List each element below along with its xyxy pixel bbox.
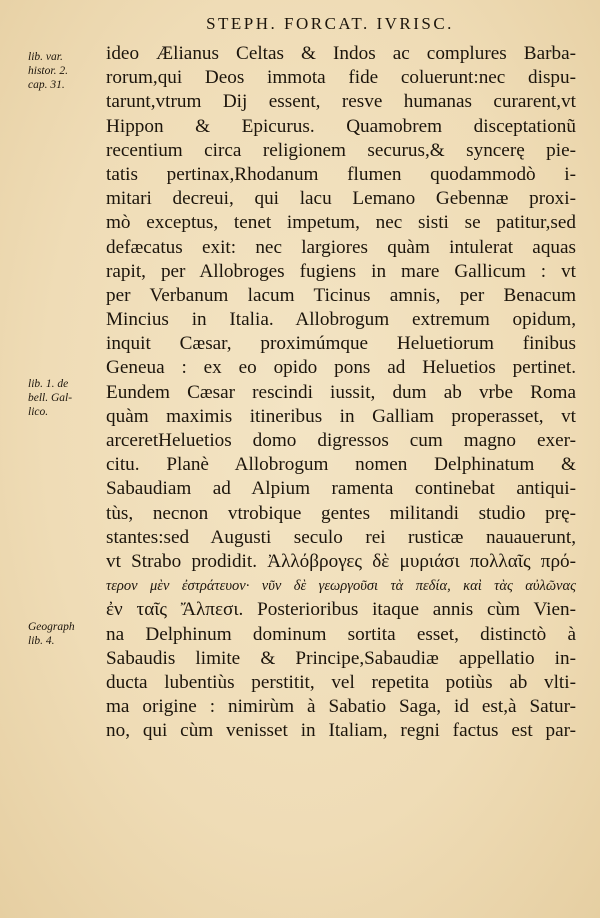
text-line: Sabaudis limite & Principe,Sabaudiæ appellatio in- [106, 647, 576, 669]
text-line: recentium circa religionem securus,& syncerę pie- [106, 139, 576, 161]
greek-text-line: τερον μὲν ἐστράτευον· νῦν δὲ γεωργοῦσι τὰ πεδία, καὶ τὰς αὐλῶνας [106, 578, 576, 595]
margin-note-line: bell. Gal- [28, 392, 73, 404]
text-line: arceretHeluetios domo digressos cum magno exer- [106, 430, 576, 451]
text-line: mò exceptus, tenet impetum, nec sisti se patitur,sed [106, 212, 576, 234]
text-line: tùs, necnon vtrobique gentes militandi studio prę- [106, 502, 576, 524]
text-line: inquit Cæsar, proximúmque Heluetiorum finibus [106, 333, 576, 355]
text-line: tatis pertinax,Rhodanum flumen quodammodò i- [106, 163, 576, 185]
text-line: defæcatus exit: nec largiores quàm intulerat aquas [106, 236, 576, 258]
text-line: Geneua : ex eo opido pons ad Heluetios pertinet. [106, 357, 576, 379]
running-title: STEPH. FORCAT. IVRISC. [206, 14, 454, 33]
text-line: no, qui cùm venisset in Italiam, regni factus est par- [106, 720, 576, 742]
margin-note-line: Geograph [28, 621, 75, 633]
margin-note-line: histor. 2. [28, 65, 68, 77]
margin-note [28, 377, 104, 419]
text-line: vt Strabo prodidit. Ἀλλόβρογες δὲ μυριάσι πολλαῖς πρό- [106, 550, 576, 572]
text-line: ma origine : nimirùm à Sabatio Saga, id est,à Satur- [106, 696, 576, 718]
margin-note [28, 50, 104, 92]
text-line: rapit, per Allobroges fugiens in mare Gallicum : vt [106, 260, 576, 282]
text-line: citu. Planè Allobrogum nomen Delphinatum & [106, 454, 576, 476]
text-line: quàm maximis itineribus in Galliam properasset, vt [106, 405, 576, 427]
margin-note-line: lib. 1. de [28, 378, 69, 390]
margin-note [28, 620, 104, 648]
text-line: Eundem Cæsar rescindi iussit, dum ab vrbe Roma [106, 381, 576, 403]
text-line: rorum,qui Deos immota fide coluerunt:nec dispu- [106, 67, 576, 89]
text-line: na Delphinum dominum sortita esset, distinctò à [106, 623, 576, 645]
text-line: ideo Ælianus Celtas & Indos ac complures Barba- [106, 43, 576, 64]
text-line: stantes:sed Augusti seculo rei rusticæ nauauerunt, [106, 526, 576, 548]
margin-note-line: cap. 31. [28, 79, 65, 91]
text-line: Sabaudiam ad Alpium ramenta continebat antiqui- [106, 478, 576, 500]
text-line: Hippon & Epicurus. Quamobrem disceptationũ [106, 115, 576, 137]
margin-note-line: lib. var. [28, 51, 63, 63]
text-line: per Verbanum lacum Ticinus amnis, per Benacum [106, 284, 576, 306]
text-line: tarunt,vtrum Dij essent, resve humanas curarent,vt [106, 91, 576, 113]
text-line: Mincius in Italia. Allobrogum extremum opidum, [106, 309, 576, 331]
text-line: ἐν ταῖς Ἄλπεσι. Posterioribus itaque annis cùm Vien- [106, 599, 576, 621]
running-header [0, 14, 600, 34]
margin-note-line: lico. [28, 406, 49, 418]
text-line: ducta lubentiùs perstitit, vel repetita potiùs ab vlti- [106, 671, 576, 693]
text-line: mitari decreui, qui lacu Lemano Gebennæ proxi- [106, 188, 576, 210]
margin-note-line: lib. 4. [28, 635, 55, 647]
body-text [106, 42, 576, 743]
